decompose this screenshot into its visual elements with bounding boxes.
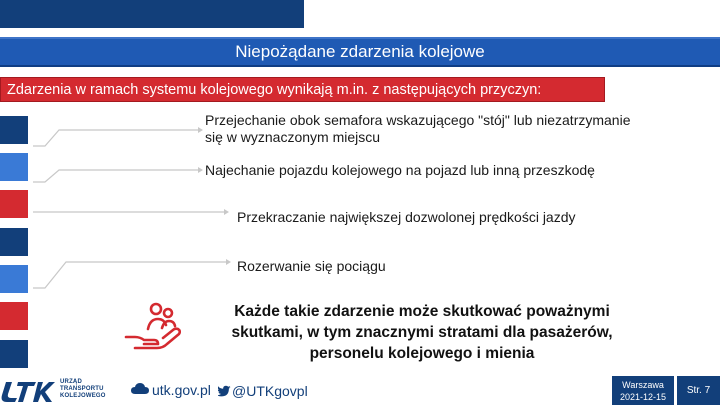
arrowhead-3 (224, 209, 229, 215)
connector-1 (33, 130, 198, 146)
cause-item-1 (205, 112, 631, 146)
logo-line-1: URZĄD (60, 379, 82, 385)
cloud-icon (130, 381, 150, 397)
warning-line-2: skutkami, w tym znacznymi stratami dla pasażerów, (231, 324, 613, 341)
utk-logo-icon (0, 376, 58, 405)
cause-item-2: Najechanie pojazdu kolejowego na pojazd lub inną przeszkodę (205, 162, 595, 178)
connector-4 (33, 262, 226, 288)
arrowhead-2 (198, 167, 203, 173)
page-number (677, 376, 720, 405)
logo-line-2: TRANSPORTU (60, 386, 104, 392)
cause-1-line-1: Przejechanie obok semafora wskazującego "stój" lub niezatrzymanie (205, 112, 631, 128)
slide-title: Niepożądane zdarzenia kolejowe (235, 42, 485, 61)
warning-text (188, 301, 656, 364)
cause-item-3: Przekraczanie największej dozwolonej prędkości jazdy (237, 209, 576, 225)
cause-1-line-2: się w wyznaczonym miejscu (205, 129, 381, 145)
hand-with-people-icon (122, 299, 186, 355)
footer-date-box (612, 376, 674, 405)
warning-line-1: Każde takie zdarzenie może skutkować poważnymi (234, 303, 610, 320)
page-number-label: Str. 7 (686, 385, 711, 396)
website-link[interactable]: utk.gov.pl (152, 382, 211, 398)
twitter-link[interactable]: @UTKgovpl (232, 383, 308, 399)
footer-date: 2021-12-15 (619, 392, 667, 402)
arrowhead-4 (226, 259, 231, 265)
footer-city: Warszawa (622, 380, 664, 390)
arrowhead-1 (198, 127, 203, 133)
intro-text: Zdarzenia w ramach systemu kolejowego wynikają m.in. z następujących przyczyn: (7, 81, 542, 98)
warning-line-3: personelu kolejowego i mienia (309, 345, 535, 362)
connector-2 (33, 170, 198, 182)
twitter-icon (218, 384, 232, 398)
logo-text (60, 379, 106, 400)
cause-item-4: Rozerwanie się pociągu (237, 258, 386, 274)
logo-line-3: KOLEJOWEGO (60, 393, 106, 399)
